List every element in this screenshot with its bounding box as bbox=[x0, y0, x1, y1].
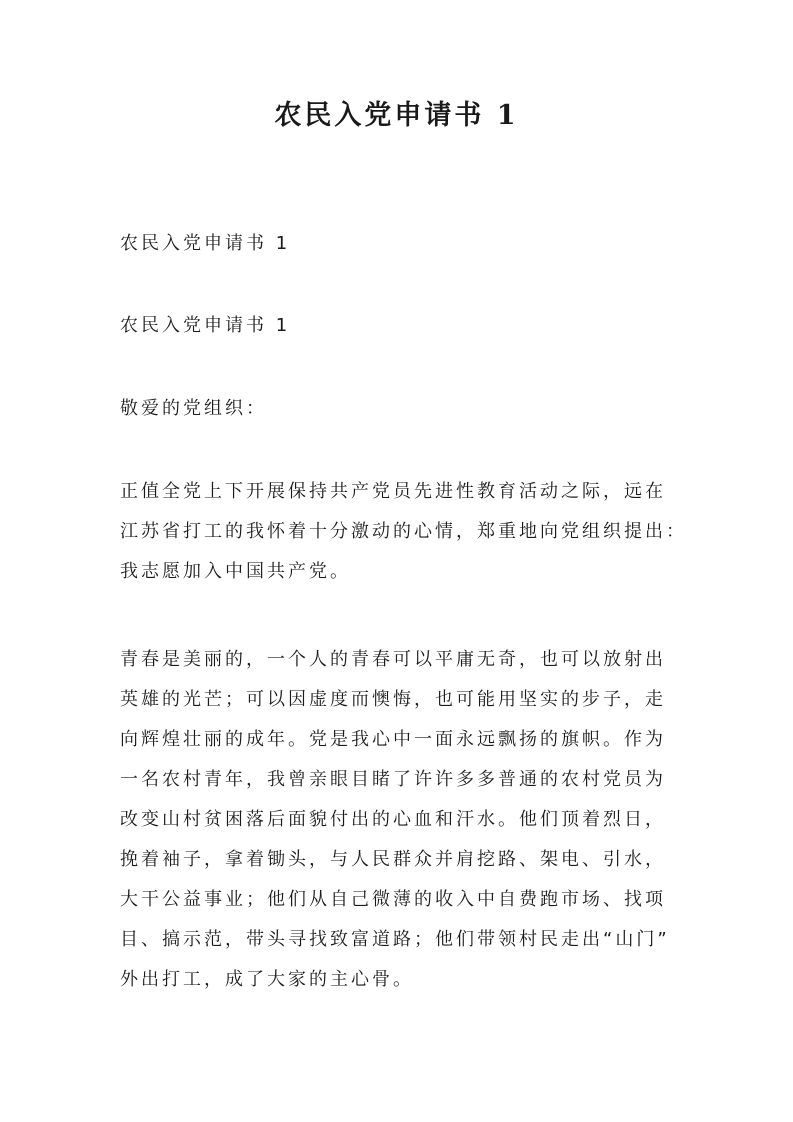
paragraph-2-line: 目、搞示范，带头寻找致富道路；他们带领村民走出“山门” bbox=[120, 929, 670, 950]
paragraph-2 bbox=[120, 640, 680, 1000]
paragraph-2-line: 挽着袖子，拿着锄头，与人民群众并肩挖路、架电、引水， bbox=[120, 849, 666, 870]
paragraph-2-line: 一名农村青年，我曾亲眼目睹了许许多多普通的农村党员为 bbox=[120, 769, 666, 790]
subtitle-line-1: 农民入党申请书 1 bbox=[120, 233, 291, 254]
paragraph-1-line: 我志愿加入中国共产党。 bbox=[120, 561, 351, 582]
paragraph-2-line: 英雄的光芒；可以因虚度而懊悔，也可能用坚实的步子，走 bbox=[120, 689, 666, 710]
paragraph-1-line: 正值全党上下开展保持共产党员先进性教育活动之际，远在 bbox=[120, 481, 666, 502]
paragraph-2-line: 大干公益事业；他们从自己微薄的收入中自费跑市场、找项 bbox=[120, 889, 666, 910]
subtitle-line-2: 农民入党申请书 1 bbox=[120, 315, 291, 336]
paragraph-1 bbox=[120, 472, 687, 592]
document-title: 农民入党申请书 1 bbox=[274, 100, 519, 131]
paragraph-2-line: 向辉煌壮丽的成年。党是我心中一面永远飘扬的旗帜。作为 bbox=[120, 729, 666, 750]
paragraph-2-line: 改变山村贫困落后面貌付出的心血和汗水。他们顶着烈日， bbox=[120, 809, 666, 830]
salutation: 敬爱的党组织： bbox=[120, 398, 267, 419]
paragraph-1-line: 江苏省打工的我怀着十分激动的心情，郑重地向党组织提出： bbox=[120, 521, 687, 542]
paragraph-2-line: 青春是美丽的，一个人的青春可以平庸无奇，也可以放射出 bbox=[120, 649, 666, 670]
paragraph-2-line: 外出打工，成了大家的主心骨。 bbox=[120, 969, 414, 990]
